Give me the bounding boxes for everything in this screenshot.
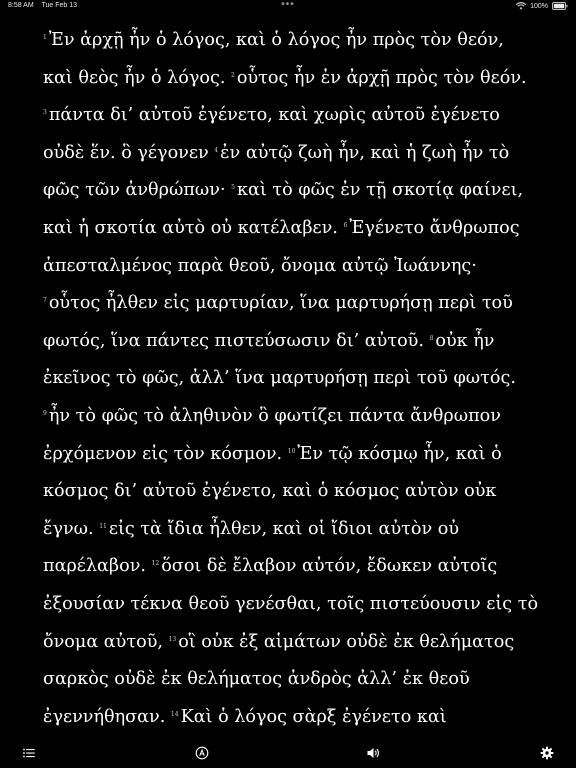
verse-number[interactable]: 14 [170,710,179,718]
verse-text: ἐκεῖνος τὸ φῶς, ἀλλ’ ἵνα μαρτυρήσῃ περὶ τοῦ φωτός. [43,368,516,389]
speaker-icon [366,746,380,760]
verse-text: Ἐν τῷ κόσμῳ ἦν, καὶ ὁ [297,443,502,464]
settings-button[interactable] [540,746,554,760]
verse-segment [152,556,498,576]
verse-text: πάντα δι’ αὐτοῦ ἐγένετο, καὶ χωρὶς αὐτοῦ ἐγένετο [48,105,500,126]
verse-segment [171,707,447,727]
verse-segment [43,256,477,276]
text-line [43,97,543,135]
status-left [8,2,83,9]
verse-text: καὶ τὸ φῶς ἐν τῇ σκοτίᾳ φαίνει, [236,180,524,201]
verse-number[interactable]: 3 [43,109,47,117]
verse-segment [169,632,515,652]
verse-text: ὅσοι δὲ ἔλαβον αὐτόν, ἔδωκεν αὐτοῖς [161,556,498,577]
verse-segment [43,556,152,576]
verse-segment [231,180,523,200]
font-button[interactable] [195,746,209,760]
verse-text: ὄνομα αὐτοῦ, [43,631,169,652]
verse-text: ἦν τὸ φῶς τὸ ἀληθινὸν ὃ φωτίζει πάντα ἄνθρωπον [48,405,501,426]
battery-icon [552,2,568,10]
verse-segment [43,707,171,727]
verse-text: ἐν αὐτῷ ζωὴ ἦν, καὶ ἡ ζωὴ ἦν τὸ [220,142,510,163]
text-line [43,323,543,361]
verse-segment [43,444,288,464]
text-line [43,172,543,210]
verse-number[interactable]: 2 [231,71,235,79]
verse-text: καὶ ἡ σκοτία αὐτὸ οὐ κατέλαβεν. [43,217,344,238]
verse-segment [43,594,538,614]
verse-text: κόσμος δι’ αὐτοῦ ἐγένετο, καὶ ὁ κόσμος αὐτὸν οὐκ [43,481,497,502]
verse-segment [43,481,496,501]
verse-text: εἰς τὰ ἴδια ἦλθεν, καὶ οἱ ἴδιοι αὐτὸν οὐ [108,518,460,539]
verse-number[interactable]: 1 [43,34,47,41]
verse-text: Ἐν ἀρχῇ ἦν ὁ λόγος, καὶ ὁ λόγος ἦν πρὸς τὸν θεόν, [48,30,504,50]
text-line [43,586,543,624]
verse-segment [43,105,500,125]
verse-number[interactable]: 13 [168,635,177,643]
contents-button[interactable] [22,746,36,760]
verse-text: σαρκὸς οὐδὲ ἐκ θελήματος ἀνδρὸς ἀλλ’ ἐκ θεοῦ [43,669,470,690]
text-line [43,60,543,98]
verse-number[interactable]: 6 [343,221,348,229]
verse-segment [43,368,516,388]
verse-segment [43,143,214,163]
font-icon [195,746,209,760]
verse-text: ἐγεννήθησαν. [43,706,171,727]
verse-segment [43,180,231,200]
verse-segment [288,444,502,464]
text-line [43,473,543,511]
verse-segment [344,218,520,238]
verse-text: ἔγνω. [43,518,100,539]
text-line [43,135,543,173]
text-line [43,548,543,586]
verse-segment [43,68,231,88]
verse-text: ἐρχόμενον εἰς τὸν κόσμον. [43,443,288,464]
verse-text: Ἐγένετο ἄνθρωπος [349,217,520,238]
status-time: 8:58 AM [8,2,34,9]
verse-segment [43,218,344,238]
verse-number[interactable]: 10 [287,447,296,455]
bottom-toolbar [0,738,576,768]
verse-text: παρέλαβον. [43,556,152,577]
verse-segment [43,30,504,50]
verse-segment [231,68,527,88]
text-line [43,285,543,323]
verse-segment [99,519,459,539]
battery-percent: 100% [530,2,548,10]
verse-number[interactable]: 12 [151,560,160,568]
text-line [43,661,543,699]
verse-segment [430,331,495,351]
verse-segment [43,406,501,426]
verse-number[interactable]: 7 [43,297,47,305]
verse-text: καὶ θεὸς ἦν ὁ λόγος. [43,67,232,88]
verse-text: οὐδὲ ἕν. ὃ γέγονεν [43,142,215,163]
list-icon [22,746,36,760]
verse-text: Καὶ ὁ λόγος σὰρξ ἐγένετο καὶ [180,706,447,727]
audio-button[interactable] [366,746,380,760]
verse-segment [43,632,169,652]
status-bar [0,0,576,12]
wifi-icon [516,2,526,10]
reader-text[interactable] [43,22,543,734]
status-right [516,2,568,10]
text-line [43,436,543,474]
verse-text: οἳ οὐκ ἐξ αἱμάτων οὐδὲ ἐκ θελήματος [178,631,515,652]
verse-text: οὐκ ἦν [435,330,495,351]
text-line [43,511,543,549]
text-line [43,22,543,60]
multitasking-dots[interactable]: ••• [281,0,295,10]
gear-icon [540,746,554,760]
text-line [43,624,543,662]
text-line [43,248,543,286]
verse-number[interactable]: 9 [43,409,47,417]
verse-segment [214,143,509,163]
verse-text: ἀπεσταλμένος παρὰ θεοῦ, ὄνομα αὐτῷ Ἰωάννης· [43,255,477,276]
text-line [43,398,543,436]
verse-number[interactable]: 8 [429,334,434,342]
text-line [43,210,543,248]
verse-segment [43,669,470,689]
verse-number[interactable]: 5 [231,184,235,192]
verse-text: φῶς τῶν ἀνθρώπων· [43,180,232,201]
verse-segment [43,331,430,351]
verse-text: ἐξουσίαν τέκνα θεοῦ γενέσθαι, τοῖς πιστεύουσιν εἰς τὸ [43,593,539,614]
verse-text: φωτός, ἵνα πάντες πιστεύσωσιν δι’ αὐτοῦ. [43,330,430,351]
verse-segment [43,293,513,313]
text-line [43,699,543,734]
verse-number[interactable]: 4 [214,146,219,154]
verse-text: οὗτος ἦν ἐν ἀρχῇ πρὸς τὸν θεόν. [236,67,527,88]
verse-segment [43,519,99,539]
status-date: Tue Feb 13 [41,2,78,9]
verse-number[interactable]: 11 [99,522,107,530]
verse-text: οὗτος ἦλθεν εἰς μαρτυρίαν, ἵνα μαρτυρήσῃ περὶ τοῦ [48,293,513,314]
text-line [43,360,543,398]
